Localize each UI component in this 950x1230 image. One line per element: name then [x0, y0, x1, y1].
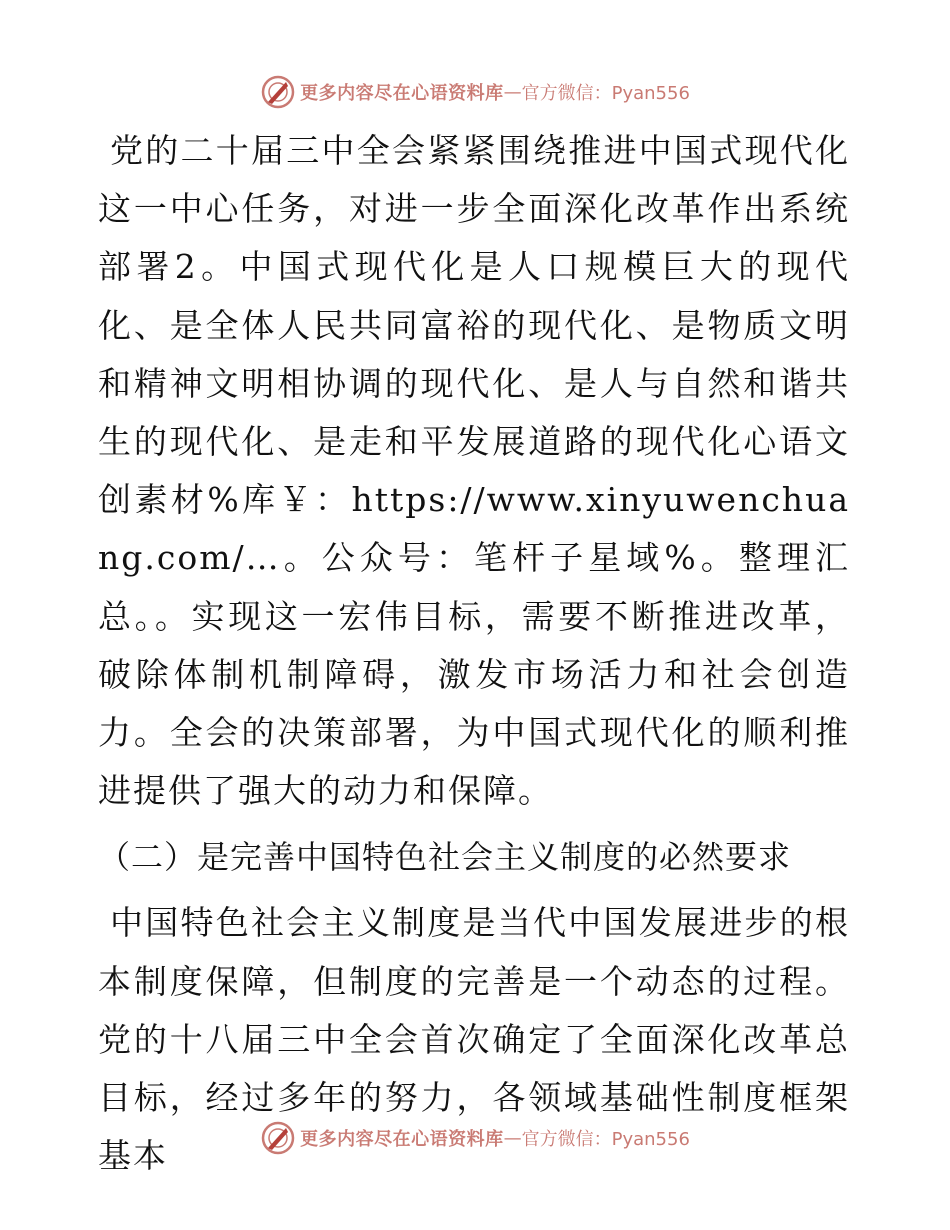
paragraph-1: 党的二十届三中全会紧紧围绕推进中国式现代化这一中心任务，对进一步全面深化改革作出系统部署2。中国式现代化是人口规模巨大的现代化、是全体人民共同富裕的现代化、是物质文明和精神文明相协调的现代化、是人与自然和谐共生的现代化、是走和平发展道路的现代化心语文创素材%库￥：https://www.xinyuwenchuang.com/…。公众号：笔杆子星域%。整理汇总。。实现这一宏伟目标，需要不断推进改革，破除体制机制障碍，激发市场活力和社会创造力。全会的决策部署，为中国式现代化的顺利推进提供了强大的动力和保障。	[98, 131, 850, 811]
section-heading: （二）是完善中国特色社会主义制度的必然要求	[98, 838, 792, 877]
watermark-wechat: 官方微信：Pyan556	[521, 1129, 690, 1150]
quill-logo-icon	[260, 74, 296, 110]
watermark-wechat: 官方微信：Pyan556	[521, 83, 690, 104]
header-watermark	[0, 72, 950, 112]
document-body	[98, 122, 850, 1185]
watermark-brand: 更多内容尽在心语资料库	[300, 1129, 504, 1150]
watermark-separator: —	[503, 81, 522, 103]
watermark-brand: 更多内容尽在心语资料库	[300, 83, 504, 104]
watermark-separator: —	[503, 1127, 522, 1149]
quill-logo-icon	[260, 1120, 296, 1156]
paragraph-2: 中国特色社会主义制度是当代中国发展进步的根本制度保障，但制度的完善是一个动态的过程。党的十八届三中全会首次确定了全面深化改革总目标，经过多年的努力，各领域基础性制度框架基本	[98, 903, 850, 1176]
footer-watermark	[0, 1118, 950, 1158]
